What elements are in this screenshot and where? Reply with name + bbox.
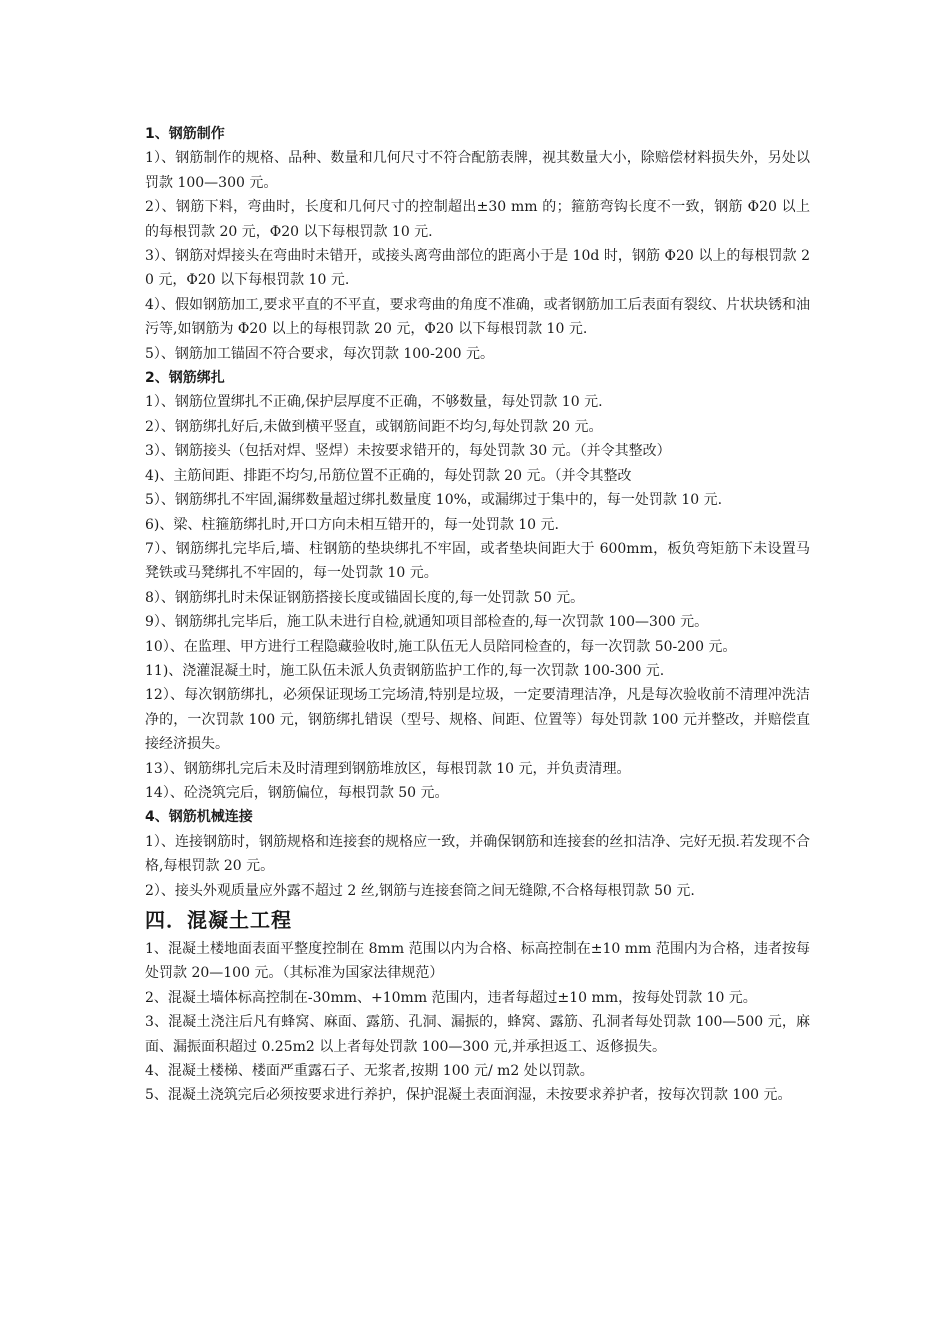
list-item: 7）、钢筋绑扎完毕后,墙、柱钢筋的垫块绑扎不牢固，或者垫块间距大于 600mm，板负弯矩筋下未设置马凳铁或马凳绑扎不牢固的，每一处罚款 10 元。 — [145, 540, 810, 582]
list-item: 3）、钢筋对焊接头在弯曲时未错开，或接头离弯曲部位的距离小于是 10d 时，钢筋 Φ20 以上的每根罚款 20 元，Φ20 以下每根罚款 10 元. — [145, 248, 810, 289]
list-item: 9）、钢筋绑扎完毕后，施工队未进行自检,就通知项目部检查的,每一次罚款 100—300 元。 — [145, 614, 709, 631]
list-item: 3）、钢筋接头（包括对焊、竖焊）未按要求错开的，每处罚款 30 元。（并令其整改） — [145, 443, 671, 460]
list-item: 1、混凝土楼地面表面平整度控制在 8mm 范围以内为合格、标高控制在±10 mm 范围内为合格，违者按每处罚款 20—100 元。（其标准为国家法律规范） — [145, 941, 810, 982]
list-item: 1）、钢筋制作的规格、品种、数量和几何尺寸不符合配筋表牌，视其数量大小，除赔偿材料损失外，另处以罚款 100—300 元。 — [145, 150, 810, 191]
list-item: 12）、每次钢筋绑扎，必须保证现场工完场清,特别是垃圾，一定要清理洁净，凡是每次验收前不清理冲洗洁净的，一次罚款 100 元，钢筋绑扎错误（型号、规格、间距、位置等）每处罚款 100 元并整改，并赔偿直接经济损失。 — [145, 687, 810, 753]
list-item: 2）、钢筋绑扎好后,未做到横平竖直，或钢筋间距不均匀,每处罚款 20 元。 — [145, 418, 603, 435]
list-item: 11)、浇灌混凝土时，施工队伍未派人负责钢筋监护工作的,每一次罚款 100-300 元. — [145, 662, 665, 679]
list-item: 14）、砼浇筑完后，钢筋偏位，每根罚款 50 元。 — [145, 784, 449, 801]
list-item: 5、混凝土浇筑完后必须按要求进行养护，保护混凝土表面润湿，未按要求养护者，按每次罚款 100 元。 — [145, 1087, 792, 1104]
list-item: 2）、钢筋下料，弯曲时，长度和几何尺寸的控制超出±30 mm 的；箍筋弯钩长度不一致，钢筋 Φ20 以上的每根罚款 20 元，Φ20 以下每根罚款 10 元. — [145, 199, 810, 240]
section-heading-mechanical-connection: 4、钢筋机械连接 — [145, 809, 253, 826]
list-item: 4)、主筋间距、排距不均匀,吊筋位置不正确的，每处罚款 20 元。（并令其整改 — [145, 467, 632, 484]
list-item: 5）、钢筋加工锚固不符合要求，每次罚款 100-200 元。 — [145, 345, 494, 362]
list-item: 13）、钢筋绑扎完后未及时清理到钢筋堆放区，每根罚款 10 元，并负责清理。 — [145, 760, 631, 777]
section-heading-rebar-binding: 2、钢筋绑扎 — [145, 370, 225, 387]
list-item: 2、混凝土墙体标高控制在-30mm、+10mm 范围内，违者每超过±10 mm，按每处罚款 10 元。 — [145, 989, 757, 1006]
list-item: 3、混凝土浇注后凡有蜂窝、麻面、露筋、孔洞、漏振的，蜂窝、露筋、孔洞者每处罚款 100—500 元，麻面、漏振面积超过 0.25m2 以上者每处罚款 100—300 元,并承担返工、返修损失。 — [145, 1014, 810, 1055]
list-item: 2）、接头外观质量应外露不超过 2 丝,钢筋与连接套筒之间无缝隙,不合格每根罚款 50 元. — [145, 882, 695, 899]
list-item: 1）、钢筋位置绑扎不正确,保护层厚度不正确，不够数量，每处罚款 10 元. — [145, 394, 603, 411]
list-item: 4、混凝土楼梯、楼面严重露石子、无浆者,按期 100 元/ m2 处以罚款。 — [145, 1063, 594, 1080]
list-item: 6)、梁、柱箍筋绑扎时,开口方向未相互错开的，每一处罚款 10 元. — [145, 516, 559, 533]
list-item: 1）、连接钢筋时，钢筋规格和连接套的规格应一致，并确保钢筋和连接套的丝扣洁净、完好无损.若发现不合格,每根罚款 20 元。 — [145, 833, 810, 875]
list-item: 5）、钢筋绑扎不牢固,漏绑数量超过绑扎数量度 10%，或漏绑过于集中的，每一处罚款 10 元. — [145, 492, 723, 509]
list-item: 10）、在监理、甲方进行工程隐藏验收时,施工队伍无人员陪同检查的，每一次罚款 50-200 元。 — [145, 638, 737, 655]
list-item: 4）、假如钢筋加工,要求平直的不平直，要求弯曲的角度不准确，或者钢筋加工后表面有裂纹、片状块锈和油污等,如钢筋为 Φ20 以上的每根罚款 20 元，Φ20 以下每根罚款 10 元. — [145, 296, 810, 338]
document-page — [145, 122, 810, 1108]
chapter-heading-concrete: 四．混凝土工程 — [145, 908, 292, 932]
section-heading-rebar-fabrication: 1、钢筋制作 — [145, 126, 225, 142]
list-item: 8）、钢筋绑扎时未保证钢筋搭接长度或锚固长度的,每一处罚款 50 元。 — [145, 589, 585, 606]
